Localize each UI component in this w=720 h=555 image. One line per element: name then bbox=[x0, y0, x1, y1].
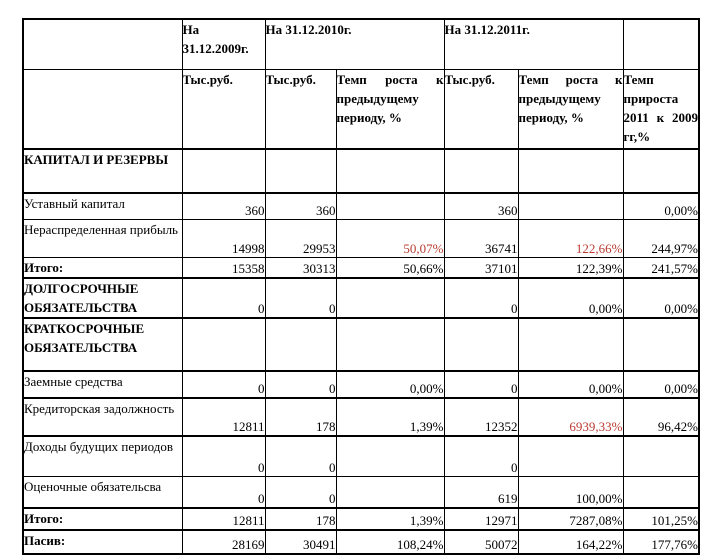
row-label: ДОЛГОСРОЧНЫЕ ОБЯЗАТЕЛЬСТВА bbox=[23, 278, 182, 318]
row-estimated-liabilities bbox=[23, 476, 699, 508]
header-unit-2009: Тыс.руб. bbox=[182, 69, 265, 149]
table-cell bbox=[623, 318, 699, 371]
table-cell: 0 bbox=[444, 278, 518, 318]
table-cell bbox=[265, 149, 336, 193]
header-empty-corner-cell bbox=[23, 19, 182, 69]
header-period-2010: На 31.12.2010г. bbox=[265, 19, 444, 69]
table-cell bbox=[336, 436, 444, 476]
table-cell: 0 bbox=[444, 371, 518, 398]
table-cell: 122,66% bbox=[518, 219, 623, 257]
table-cell bbox=[336, 278, 444, 318]
table-cell bbox=[623, 436, 699, 476]
table-cell: 28169 bbox=[182, 530, 265, 554]
row-retained-earnings bbox=[23, 219, 699, 257]
table-cell: 177,76% bbox=[623, 530, 699, 554]
table-cell bbox=[518, 193, 623, 219]
row-deferred-income bbox=[23, 436, 699, 476]
row-longterm-liabilities bbox=[23, 278, 699, 318]
header-total-growth: Темп прироста 2011 к 2009 гг,% bbox=[623, 69, 699, 149]
table-cell: 0 bbox=[182, 476, 265, 508]
balance-sheet-passive-table bbox=[22, 18, 700, 555]
table-cell bbox=[336, 193, 444, 219]
row-label: Уставный капитал bbox=[23, 193, 182, 219]
table-cell: 6939,33% bbox=[518, 398, 623, 436]
table-cell: 0 bbox=[182, 436, 265, 476]
row-borrowed-funds bbox=[23, 371, 699, 398]
table-cell: 7287,08% bbox=[518, 508, 623, 530]
table-cell: 244,97% bbox=[623, 219, 699, 257]
table-cell: 50,66% bbox=[336, 257, 444, 278]
table-cell: 0,00% bbox=[623, 193, 699, 219]
table-cell: 96,42% bbox=[623, 398, 699, 436]
table-cell: 241,57% bbox=[623, 257, 699, 278]
table-cell: 178 bbox=[265, 398, 336, 436]
table-cell bbox=[182, 318, 265, 371]
row-liabilities-total bbox=[23, 508, 699, 530]
header-row-periods bbox=[23, 19, 699, 69]
row-capital-total bbox=[23, 257, 699, 278]
table-cell: 37101 bbox=[444, 257, 518, 278]
table-cell: 100,00% bbox=[518, 476, 623, 508]
table-cell bbox=[518, 318, 623, 371]
table-cell: 30313 bbox=[265, 257, 336, 278]
header-unit-2011: Тыс.руб. bbox=[444, 69, 518, 149]
table-cell: 360 bbox=[444, 193, 518, 219]
table-cell: 0,00% bbox=[518, 371, 623, 398]
row-label: Оценочные обязательсва bbox=[23, 476, 182, 508]
table-cell: 50,07% bbox=[336, 219, 444, 257]
table-cell: 36741 bbox=[444, 219, 518, 257]
row-label: КАПИТАЛ И РЕЗЕРВЫ bbox=[23, 149, 182, 193]
row-label: Итого: bbox=[23, 508, 182, 530]
table-cell: 15358 bbox=[182, 257, 265, 278]
table-cell: 1,39% bbox=[336, 398, 444, 436]
header-row-measures bbox=[23, 69, 699, 149]
row-label: Кредиторская задолжность bbox=[23, 398, 182, 436]
table-cell: 619 bbox=[444, 476, 518, 508]
header-empty-cell bbox=[23, 69, 182, 149]
table-cell: 0 bbox=[265, 371, 336, 398]
table-cell bbox=[518, 149, 623, 193]
table-cell: 12352 bbox=[444, 398, 518, 436]
table-cell: 12971 bbox=[444, 508, 518, 530]
table-cell: 0 bbox=[182, 371, 265, 398]
table-cell: 50072 bbox=[444, 530, 518, 554]
table-cell: 0,00% bbox=[518, 278, 623, 318]
row-label: Итого: bbox=[23, 257, 182, 278]
row-capital-reserves bbox=[23, 149, 699, 193]
row-label: Заемные средства bbox=[23, 371, 182, 398]
table-cell: 360 bbox=[265, 193, 336, 219]
table-cell bbox=[265, 318, 336, 371]
table-cell: 360 bbox=[182, 193, 265, 219]
table-cell: 0 bbox=[182, 278, 265, 318]
header-empty-cell bbox=[623, 19, 699, 69]
table-cell: 0,00% bbox=[336, 371, 444, 398]
row-label: Пасив: bbox=[23, 530, 182, 554]
table-cell: 0 bbox=[265, 278, 336, 318]
table-cell bbox=[182, 149, 265, 193]
table-cell bbox=[336, 318, 444, 371]
table-cell: 0,00% bbox=[623, 371, 699, 398]
table-cell: 12811 bbox=[182, 508, 265, 530]
table-cell: 164,22% bbox=[518, 530, 623, 554]
table-cell: 12811 bbox=[182, 398, 265, 436]
table-cell: 30491 bbox=[265, 530, 336, 554]
header-unit-2010: Тыс.руб. bbox=[265, 69, 336, 149]
row-label: Нераспределенная прибыль bbox=[23, 219, 182, 257]
row-passive-total bbox=[23, 530, 699, 554]
table-cell: 101,25% bbox=[623, 508, 699, 530]
table-cell bbox=[518, 436, 623, 476]
table-cell: 178 bbox=[265, 508, 336, 530]
table-cell: 14998 bbox=[182, 219, 265, 257]
header-period-2011: На 31.12.2011г. bbox=[444, 19, 623, 69]
table-cell bbox=[336, 476, 444, 508]
table-cell: 108,24% bbox=[336, 530, 444, 554]
row-charter-capital bbox=[23, 193, 699, 219]
table-cell: 0,00% bbox=[623, 278, 699, 318]
row-accounts-payable bbox=[23, 398, 699, 436]
table-cell: 122,39% bbox=[518, 257, 623, 278]
table-cell bbox=[444, 149, 518, 193]
table-cell bbox=[444, 318, 518, 371]
table-cell: 0 bbox=[265, 436, 336, 476]
table-cell: 1,39% bbox=[336, 508, 444, 530]
table-cell: 0 bbox=[265, 476, 336, 508]
row-label: Доходы будущих периодов bbox=[23, 436, 182, 476]
table-cell bbox=[623, 149, 699, 193]
table-cell bbox=[336, 149, 444, 193]
table-cell: 0 bbox=[444, 436, 518, 476]
header-growth-2010: Темп роста к предыдущему периоду, % bbox=[336, 69, 444, 149]
header-period-2009: На 31.12.2009г. bbox=[182, 19, 265, 69]
table-cell: 29953 bbox=[265, 219, 336, 257]
row-label: КРАТКОСРОЧНЫЕ ОБЯЗАТЕЛЬСТВА bbox=[23, 318, 182, 371]
header-growth-2011: Темп роста к предыдущему периоду, % bbox=[518, 69, 623, 149]
table-cell bbox=[623, 476, 699, 508]
row-shortterm-liabilities bbox=[23, 318, 699, 371]
